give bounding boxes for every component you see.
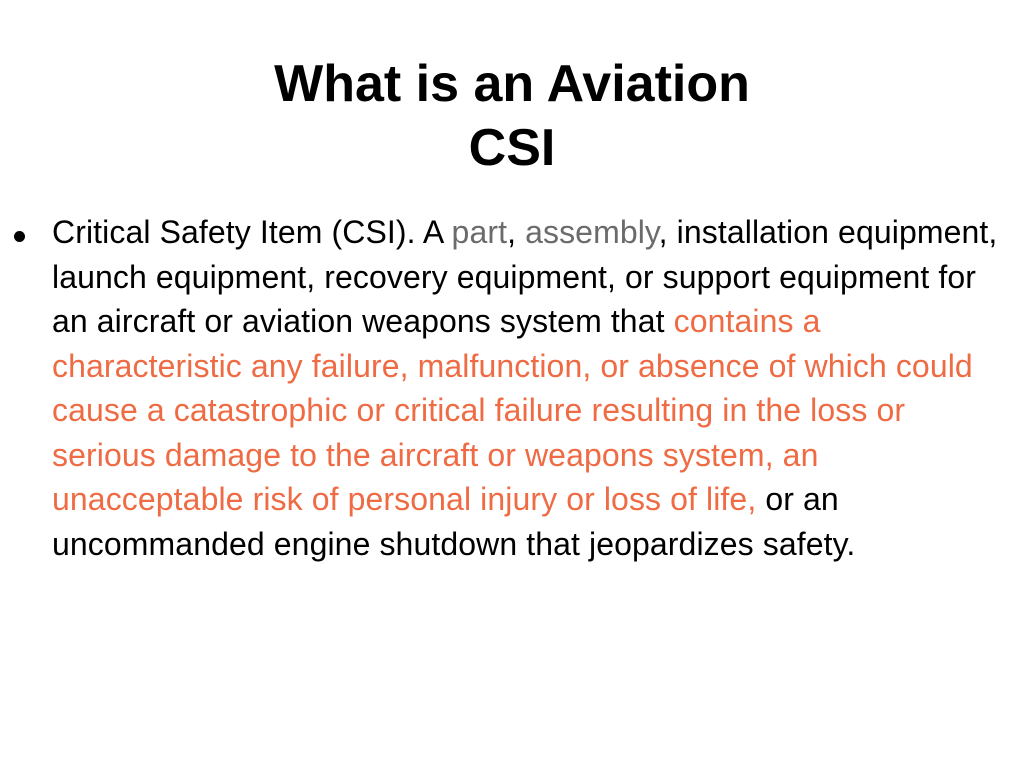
definition-text-end: or an uncommanded engine shutdown that jeopardizes safety. (52, 481, 856, 562)
bullet-item-csi-definition (12, 210, 1017, 566)
term-part: part (451, 214, 508, 250)
term-assembly: assembly (525, 214, 659, 250)
definition-text-separator: , (507, 214, 526, 250)
slide-title (0, 52, 1024, 180)
bullet-dot-icon (14, 231, 25, 242)
definition-text-intro: Critical Safety Item (CSI). A (52, 214, 452, 250)
definition-text-middle: , installation equipment, launch equipment, recovery equipment, or support equipment for an aircraft or aviation weapons system that (52, 214, 998, 339)
slide-title-line-1: What is an Aviation (274, 55, 750, 113)
slide-title-line-2: CSI (468, 119, 556, 177)
definition-highlight-failure-criteria: contains a characteristic any failure, malfunction, or absence of which could cause a catastrophic or critical failure resulting in the loss or serious damage to the aircraft or weapons system, an unacceptable risk of personal injury or loss of life, (52, 303, 973, 517)
bullet-list (12, 210, 1017, 566)
